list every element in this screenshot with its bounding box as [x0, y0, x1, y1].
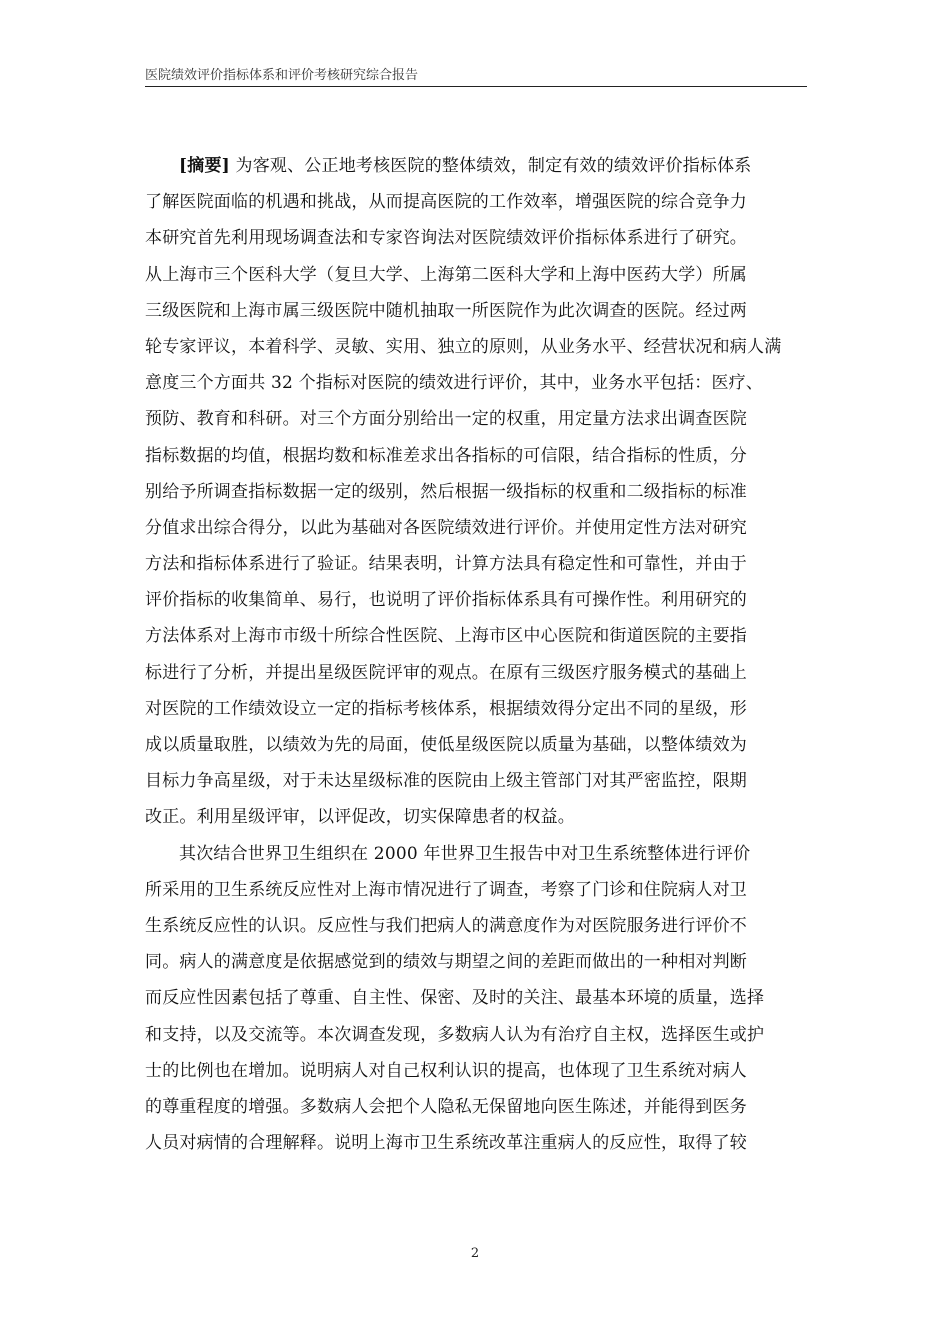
text-line: 方法体系对上海市市级十所综合性医院、上海市区中心医院和街道医院的主要指	[145, 626, 747, 647]
text-line: 士的比例也在增加。说明病人对自己权利认识的提高，也体现了卫生系统对病人	[145, 1060, 747, 1081]
text-line: 预防、教育和科研。对三个方面分别给出一定的权重，用定量方法求出调查医院	[145, 409, 747, 430]
text-line: 改正。利用星级评审，以评促改，切实保障患者的权益。	[145, 807, 575, 828]
text-line: 成以质量取胜，以绩效为先的局面，使低星级医院以质量为基础，以整体绩效为	[145, 735, 747, 755]
text-line: 而反应性因素包括了尊重、自主性、保密、及时的关注、最基本环境的质量，选择	[145, 988, 765, 1009]
text-line: 从上海市三个医科大学（复旦大学、上海第二医科大学和上海中医药大学）所属	[145, 264, 747, 285]
text-line: 标进行了分析，并提出星级医院评审的观点。在原有三级医疗服务模式的基础上	[145, 662, 747, 683]
text-line: 人员对病情的合理解释。说明上海市卫生系统改革注重病人的反应性，取得了较	[145, 1133, 747, 1154]
text-line: 和支持，以及交流等。本次调查发现，多数病人认为有治疗自主权，选择医生或护	[145, 1024, 765, 1045]
text-line: 同。病人的满意度是依据感觉到的绩效与期望之间的差距而做出的一种相对判断	[145, 952, 747, 973]
text-line: 对医院的工作绩效设立一定的指标考核体系，根据绩效得分定出不同的星级，形	[145, 698, 747, 719]
document-title: 医院绩效评价指标体系和评价考核研究综合报告	[145, 68, 419, 83]
text-line: 评价指标的收集简单、易行，也说明了评价指标体系具有可操作性。利用研究的	[145, 590, 747, 611]
text-line: 意度三个方面共 32 个指标对医院的绩效进行评价，其中，业务水平包括：医疗、	[145, 373, 764, 394]
text-line: 目标力争高星级，对于未达星级标准的医院由上级主管部门对其严密监控，限期	[145, 771, 747, 792]
abstract-first-text: 为客观、公正地考核医院的整体绩效，制定有效的绩效评价指标体系	[235, 156, 752, 176]
document-body	[145, 148, 807, 1161]
page-header	[145, 62, 807, 87]
text-line: 本研究首先利用现场调查法和专家咨询法对医院绩效评价指标体系进行了研究。	[145, 228, 747, 249]
text-line: 指标数据的均值，根据均数和标准差求出各指标的可信限，结合指标的性质，分	[145, 445, 747, 466]
paragraph2-lines	[145, 872, 807, 1162]
text-line: 三级医院和上海市属三级医院中随机抽取一所医院作为此次调查的医院。经过两	[145, 300, 747, 321]
text-line: 方法和指标体系进行了验证。结果表明，计算方法具有稳定性和可靠性，并由于	[145, 554, 747, 575]
text-line: 了解医院面临的机遇和挑战，从而提高医院的工作效率，增强医院的综合竞争力	[145, 192, 747, 213]
text-line: 轮专家评议，本着科学、灵敏、实用、独立的原则，从业务水平、经营状况和病人满	[145, 336, 782, 357]
text-line: 分值求出综合得分，以此为基础对各医院绩效进行评价。并使用定性方法对研究	[145, 517, 747, 538]
paragraph2-first-line: 其次结合世界卫生组织在 2000 年世界卫生报告中对卫生系统整体进行评价	[179, 843, 751, 864]
page-number: 2	[470, 1246, 480, 1261]
text-line: 所采用的卫生系统反应性对上海市情况进行了调查，考察了门诊和住院病人对卫	[145, 879, 747, 900]
abstract-lines	[145, 184, 807, 835]
text-line: 生系统反应性的认识。反应性与我们把病人的满意度作为对医院服务进行评价不	[145, 915, 747, 936]
abstract-label: [摘要]	[179, 156, 230, 176]
text-line: 别给予所调查指标数据一定的级别，然后根据一级指标的权重和二级指标的标准	[145, 481, 747, 502]
abstract-first-line	[145, 148, 807, 184]
text-line: 的尊重程度的增强。多数病人会把个人隐私无保留地向医生陈述，并能得到医务	[145, 1096, 747, 1117]
